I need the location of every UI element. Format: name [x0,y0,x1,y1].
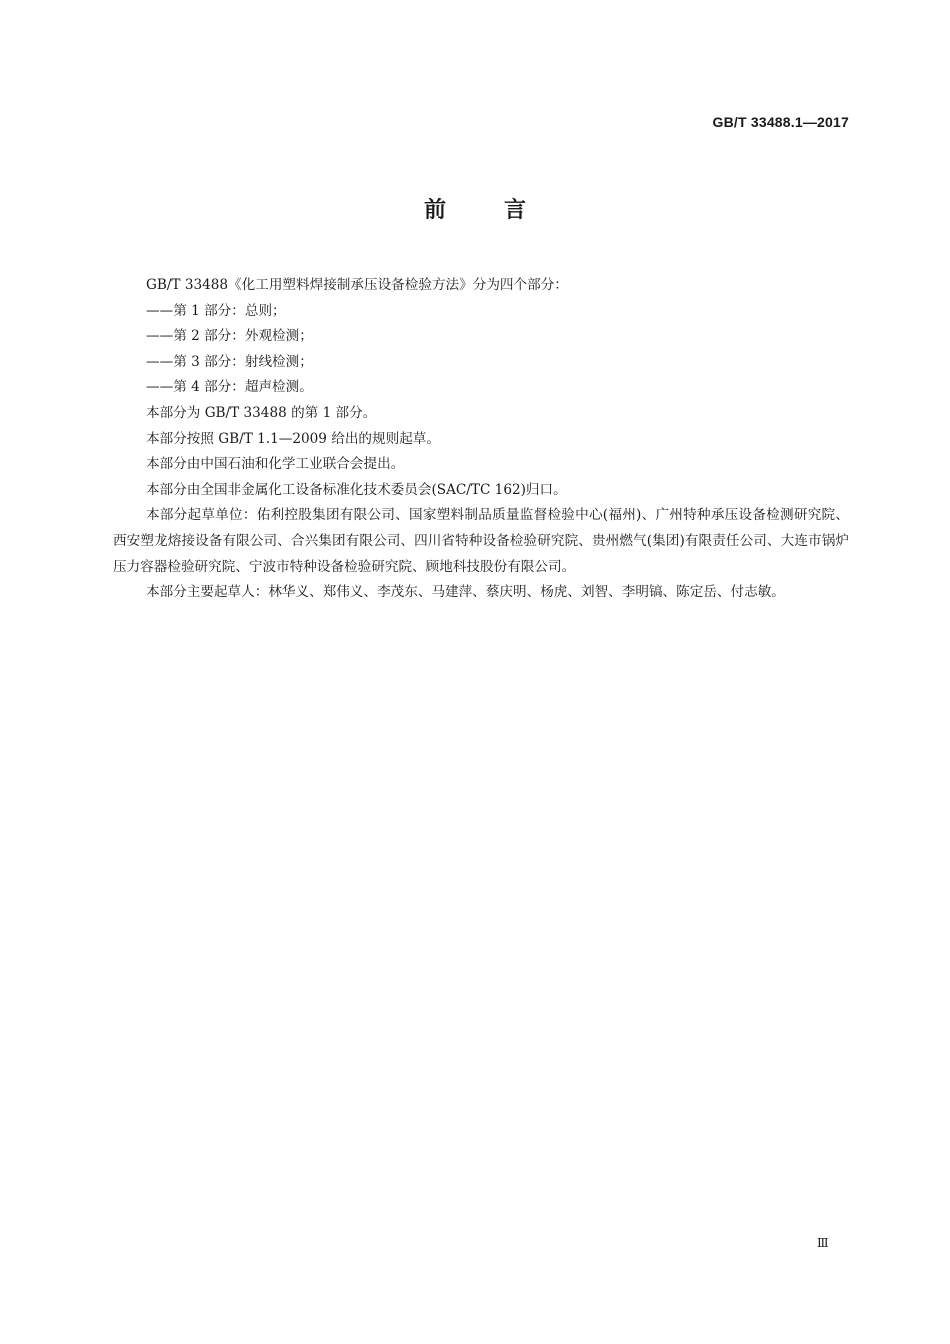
paragraph-drafting-units: 本部分起草单位：佑利控股集团有限公司、国家塑料制品质量监督检验中心(福州)、广州特种承压设备检测研究院、西安塑龙熔接设备有限公司、合兴集团有限公司、四川省特种设备检验研究院、贵州燃气(集团)有限责任公司、大连市锅炉压力容器检验研究院、宁波市特种设备检验研究院、顾地科技股份有限公司。 [113,507,849,575]
paragraph-parts-intro: GB/T 33488《化工用塑料焊接制承压设备检验方法》分为四个部分： [146,277,568,293]
paragraph-drafters: 本部分主要起草人：林华义、郑伟义、李茂东、马建萍、蔡庆明、杨虎、刘智、李明镐、陈定岳、付志敏。 [146,584,785,601]
foreword-body [113,273,849,606]
standard-number: GB/T 33488.1—2017 [712,114,849,130]
paragraph-drafting-rules: 本部分按照 GB/T 1.1—2009 给出的规则起草。 [146,430,440,447]
paragraph-part-statement: 本部分为 GB/T 33488 的第 1 部分。 [146,404,377,421]
paragraph-proposer: 本部分由中国石油和化学工业联合会提出。 [146,456,405,473]
list-item-part-3: ——第 3 部分：射线检测； [146,353,313,370]
list-item-part-1: ——第 1 部分：总则； [146,302,286,319]
paragraph-committee: 本部分由全国非金属化工设备标准化技术委员会(SAC/TC 162)归口。 [146,481,567,498]
page-number: Ⅲ [817,1236,829,1250]
page-title: 前言 [423,198,584,223]
list-item-part-2: ——第 2 部分：外观检测； [146,328,313,345]
list-item-part-4: ——第 4 部分：超声检测。 [146,379,313,396]
